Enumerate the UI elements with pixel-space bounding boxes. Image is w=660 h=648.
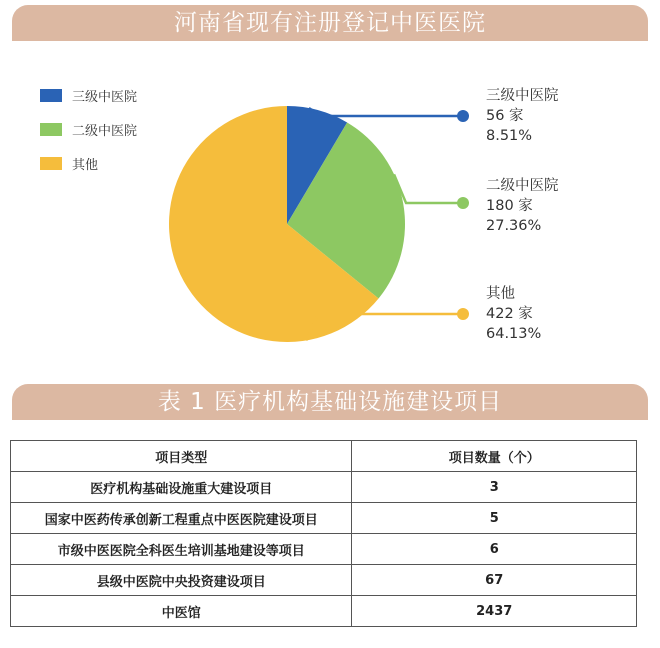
chart-title-banner: 河南省现有注册登记中医医院 <box>12 5 648 41</box>
callout-percent-other: 64.13% <box>486 326 542 342</box>
table-row <box>11 472 637 503</box>
cell-project-count: 6 <box>352 534 637 565</box>
cell-project-count: 5 <box>352 503 637 534</box>
callout-level3 <box>486 86 559 146</box>
table-row <box>11 565 637 596</box>
table-title-banner: 表 1 医疗机构基础设施建设项目 <box>12 384 648 420</box>
legend-label-other: 其他 <box>72 157 99 173</box>
pie-slice-other-marker-dot <box>457 308 469 320</box>
cell-project-count: 3 <box>352 472 637 503</box>
header-project-count: 项目数量（个） <box>352 441 637 472</box>
pie-slice-level3-leader-line <box>309 108 463 116</box>
cell-project-type: 医疗机构基础设施重大建设项目 <box>11 472 352 503</box>
legend-label-level2: 二级中医院 <box>72 123 138 139</box>
legend-label-level3: 三级中医院 <box>72 89 138 105</box>
callout-percent-level3: 8.51% <box>486 128 533 144</box>
pie-chart <box>0 44 660 380</box>
table-row <box>11 596 637 627</box>
cell-project-count: 2437 <box>352 596 637 627</box>
callout-label-level2: 二级中医院 <box>486 178 559 194</box>
pie-slice-level2-leader-line <box>394 174 463 203</box>
callout-label-level3: 三级中医院 <box>486 88 559 104</box>
table-row <box>11 534 637 565</box>
table-header-row <box>11 441 637 472</box>
cell-project-type: 中医馆 <box>11 596 352 627</box>
cell-project-type: 县级中医院中央投资建设项目 <box>11 565 352 596</box>
pie-slice-level2-marker-dot <box>457 197 469 209</box>
callout-count-other: 422 家 <box>486 306 533 322</box>
cell-project-type: 国家中医药传承创新工程重点中医医院建设项目 <box>11 503 352 534</box>
callout-percent-level2: 27.36% <box>486 218 542 234</box>
callout-level2 <box>486 176 559 236</box>
callout-other <box>486 284 541 344</box>
callout-label-other: 其他 <box>486 286 515 302</box>
pie-slice-level3-marker-dot <box>457 110 469 122</box>
callout-count-level2: 180 家 <box>486 198 533 214</box>
header-project-type: 项目类型 <box>11 441 352 472</box>
callout-count-level3: 56 家 <box>486 108 524 124</box>
cell-project-type: 市级中医医院全科医生培训基地建设等项目 <box>11 534 352 565</box>
project-table <box>10 440 637 627</box>
table-row <box>11 503 637 534</box>
cell-project-count: 67 <box>352 565 637 596</box>
